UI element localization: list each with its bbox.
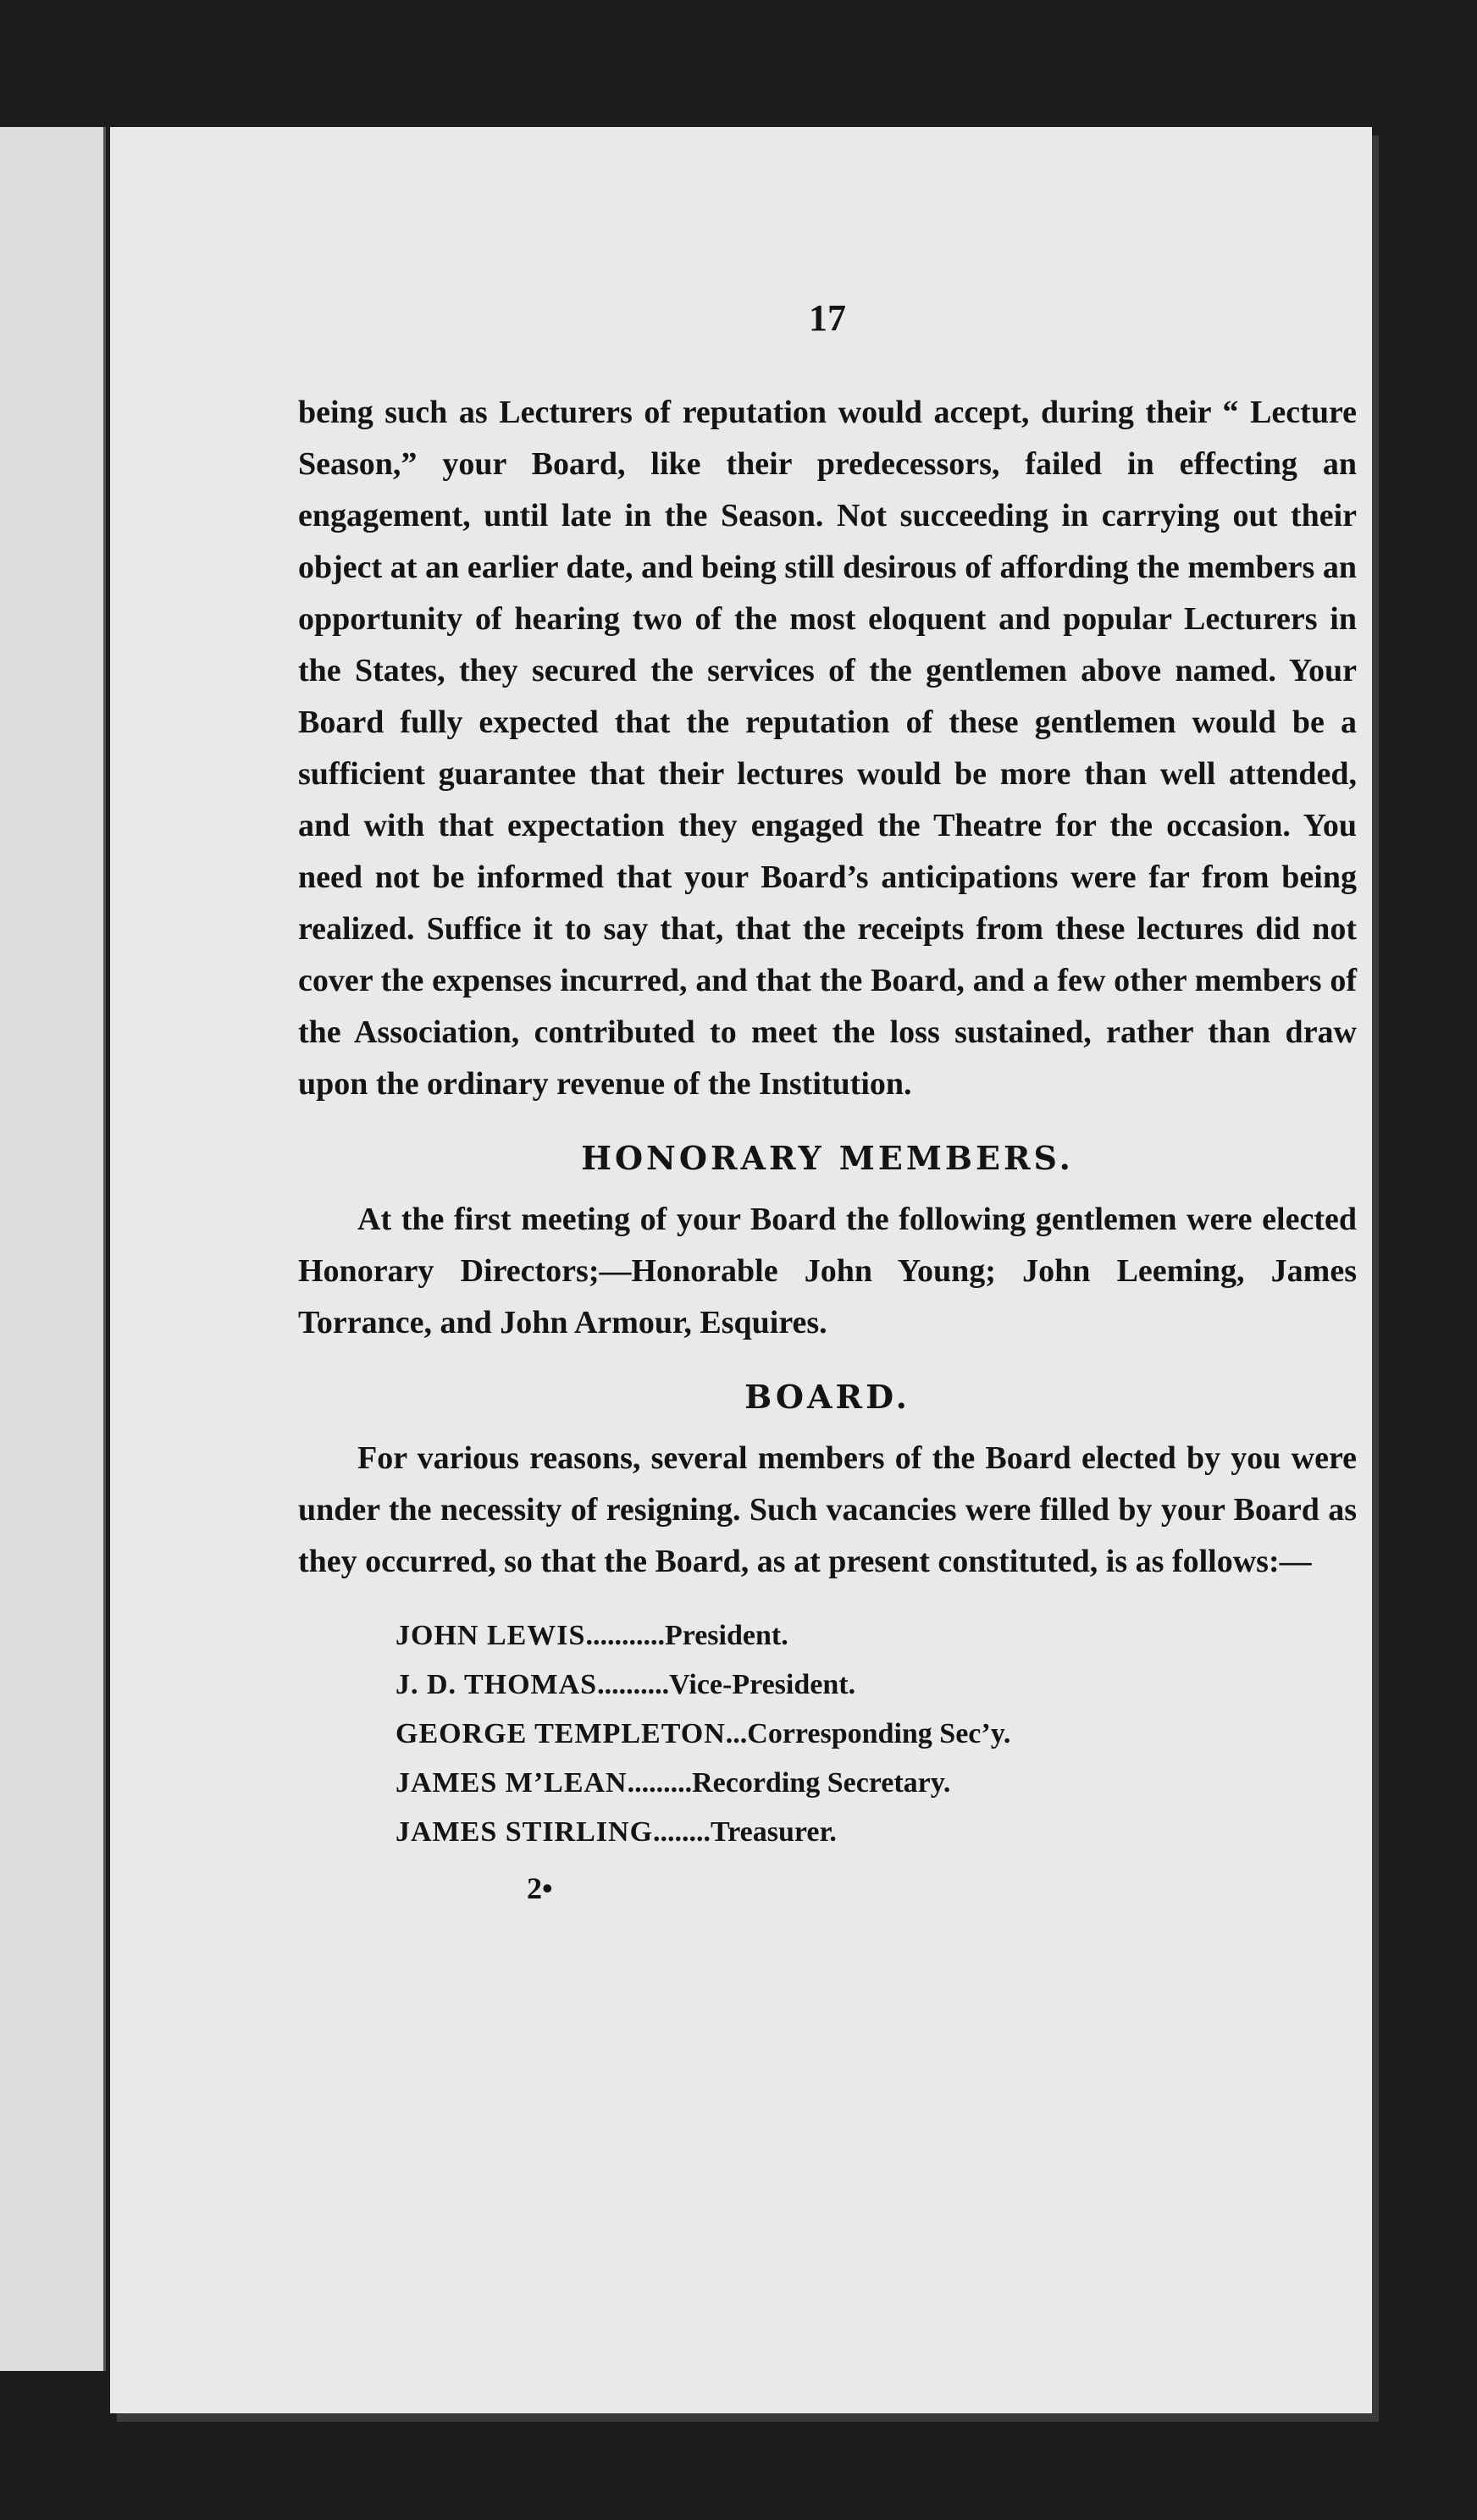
officer-role: Treasurer.	[711, 1816, 837, 1848]
officer-name: GEORGE TEMPLETON	[396, 1718, 726, 1749]
officer-row	[396, 1661, 1357, 1710]
dot-leader: .........	[627, 1767, 693, 1799]
officer-name: JOHN LEWIS	[396, 1620, 586, 1651]
officer-name: J. D. THOMAS	[396, 1669, 598, 1700]
officer-role: President.	[664, 1620, 788, 1651]
paragraph-lectures: being such as Lecturers of reputation would accept, during their “ Lecture Season,” your Board, like their predecessors, failed in effecting an engagement, until late in the Season. Not succeeding in carrying out their object at an earlier date, and being still desirous of affording the members an opportunity of hearing two of the most eloquent and popular Lecturers in the States, they secured the services of the gentlemen above named. Your Board fully expected that the reputation of these gentlemen would be a sufficient guarantee that their lectures would be more than well attended, and with that expectation they engaged the Theatre for the occasion. You need not be informed that your Board’s anticipations were far from being realized. Suffice it to say that, that the receipts from these lectures did not cover the expenses incurred, and that the Board, and a few other members of the Association, contributed to meet the loss sustained, rather than draw upon the ordinary revenue of the Institution.	[298, 395, 1357, 1102]
signature-mark: 2•	[527, 1871, 553, 1905]
heading-honorary-members: HONORARY MEMBERS.	[581, 1139, 1074, 1177]
officer-name: JAMES M’LEAN	[396, 1767, 628, 1799]
officer-row	[396, 1808, 1357, 1857]
dot-leader: ..........	[597, 1669, 670, 1700]
officer-role: Vice-President.	[669, 1669, 856, 1700]
officer-row	[396, 1759, 1357, 1808]
page-content	[298, 296, 1357, 1906]
previous-page-edge	[0, 127, 106, 2371]
officer-row	[396, 1611, 1357, 1661]
dot-leader: ...	[725, 1718, 748, 1749]
heading-board: BOARD.	[744, 1378, 910, 1416]
book-page	[110, 127, 1372, 2413]
officer-role: Corresponding Sec’y.	[747, 1718, 1011, 1749]
officer-list	[396, 1611, 1357, 1857]
page-number: 17	[809, 297, 846, 339]
officer-row	[396, 1710, 1357, 1759]
officer-name: JAMES STIRLING	[396, 1816, 654, 1848]
paragraph-board: For various reasons, several members of the Board elected by you were under the necessity of resigning. Such vacancies were filled by your Board as they occurred, so that the Board, as at present constituted, is as follows:—	[298, 1440, 1357, 1579]
paragraph-honorary-directors: At the first meeting of your Board the following gentlemen were elected Honorary Directors;—Honorable John Young; John Leeming, James Torrance, and John Armour, Esquires.	[298, 1202, 1357, 1340]
dot-leader: ........	[653, 1816, 711, 1848]
dot-leader: ...........	[585, 1620, 665, 1651]
officer-role: Recording Secretary.	[692, 1767, 951, 1799]
